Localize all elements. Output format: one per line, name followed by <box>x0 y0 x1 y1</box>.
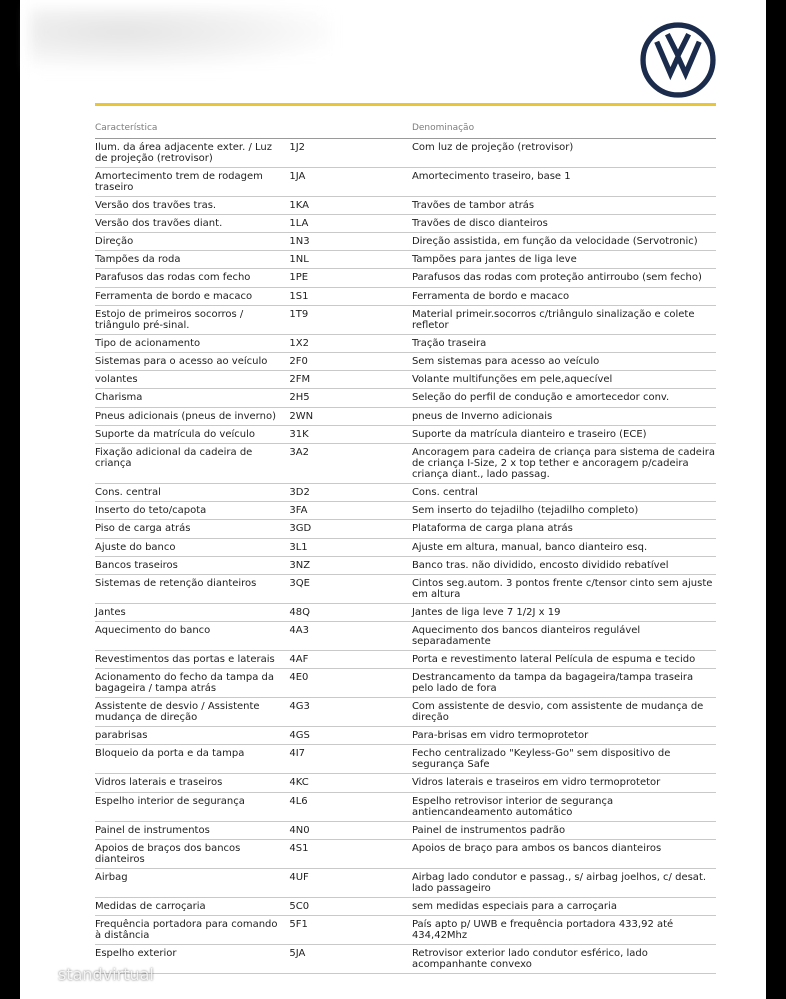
code-cell: 2FM <box>289 371 412 389</box>
spec-sheet-page <box>20 0 766 999</box>
header-rule <box>95 103 716 106</box>
code-cell: 1X2 <box>289 334 412 352</box>
characteristic-cell: Amortecimento trem de rodagem traseiro <box>95 167 289 196</box>
characteristic-cell: Revestimentos das portas e laterais <box>95 651 289 669</box>
characteristic-cell: Aquecimento do banco <box>95 622 289 651</box>
characteristic-cell: Espelho exterior <box>95 945 289 974</box>
table-row <box>95 353 716 371</box>
watermark <box>20 956 180 992</box>
denomination-cell: Tampões para jantes de liga leve <box>412 251 716 269</box>
table-row <box>95 821 716 839</box>
denomination-cell: Destrancamento da tampa da bagageira/tampa traseira pelo lado de fora <box>412 669 716 698</box>
code-cell: 3L1 <box>289 538 412 556</box>
characteristic-cell: Direção <box>95 233 289 251</box>
code-cell: 4L6 <box>289 792 412 821</box>
denomination-cell: Fecho centralizado "Keyless-Go" sem dispositivo de segurança Safe <box>412 745 716 774</box>
table-row <box>95 727 716 745</box>
table-row <box>95 287 716 305</box>
code-cell: 4G3 <box>289 698 412 727</box>
denomination-cell: Travões de disco dianteiros <box>412 214 716 232</box>
table-row <box>95 334 716 352</box>
code-cell: 2H5 <box>289 389 412 407</box>
denomination-cell: Volante multifunções em pele,aquecível <box>412 371 716 389</box>
characteristic-cell: Assistente de desvio / Assistente mudança de direção <box>95 698 289 727</box>
code-cell: 2F0 <box>289 353 412 371</box>
code-cell: 5C0 <box>289 897 412 915</box>
characteristic-cell: Bloqueio da porta e da tampa <box>95 745 289 774</box>
characteristic-cell: Suporte da matrícula do veículo <box>95 425 289 443</box>
code-cell: 4GS <box>289 727 412 745</box>
denomination-cell: Parafusos das rodas com proteção antirroubo (sem fecho) <box>412 269 716 287</box>
denomination-cell: Tração traseira <box>412 334 716 352</box>
characteristic-cell: Ferramenta de bordo e macaco <box>95 287 289 305</box>
table-row <box>95 520 716 538</box>
characteristic-cell: Jantes <box>95 603 289 621</box>
characteristic-cell: Pneus adicionais (pneus de inverno) <box>95 407 289 425</box>
code-cell: 4N0 <box>289 821 412 839</box>
table-row <box>95 233 716 251</box>
denomination-cell: Vidros laterais e traseiros em vidro termoprotetor <box>412 774 716 792</box>
code-cell: 4UF <box>289 868 412 897</box>
column-header-denomination: Denominação <box>412 120 716 138</box>
table-body <box>95 138 716 973</box>
denomination-cell: Cintos seg.autom. 3 pontos frente c/tensor cinto sem ajuste em altura <box>412 574 716 603</box>
denomination-cell: Painel de instrumentos padrão <box>412 821 716 839</box>
characteristic-cell: Inserto do teto/capota <box>95 502 289 520</box>
characteristic-cell: Espelho interior de segurança <box>95 792 289 821</box>
denomination-cell: pneus de Inverno adicionais <box>412 407 716 425</box>
characteristic-cell: Fixação adicional da cadeira de criança <box>95 443 289 483</box>
table-row <box>95 196 716 214</box>
denomination-cell: Sem inserto do tejadilho (tejadilho completo) <box>412 502 716 520</box>
characteristic-cell: Airbag <box>95 868 289 897</box>
characteristic-cell: Apoios de braços dos bancos dianteiros <box>95 839 289 868</box>
characteristic-cell: volantes <box>95 371 289 389</box>
denomination-cell: Espelho retrovisor interior de segurança antiencandeamento automático <box>412 792 716 821</box>
denomination-cell: Ferramenta de bordo e macaco <box>412 287 716 305</box>
denomination-cell: Ajuste em altura, manual, banco dianteiro esq. <box>412 538 716 556</box>
characteristic-cell: Charisma <box>95 389 289 407</box>
denomination-cell: Amortecimento traseiro, base 1 <box>412 167 716 196</box>
table-row <box>95 745 716 774</box>
column-header-characteristic: Característica <box>95 120 289 138</box>
table-row <box>95 945 716 974</box>
denomination-cell: Retrovisor exterior lado condutor esférico, lado acompanhante convexo <box>412 945 716 974</box>
code-cell: 4AF <box>289 651 412 669</box>
code-cell: 3QE <box>289 574 412 603</box>
table-row <box>95 839 716 868</box>
denomination-cell: Com assistente de desvio, com assistente de mudança de direção <box>412 698 716 727</box>
denomination-cell: Travões de tambor atrás <box>412 196 716 214</box>
characteristic-cell: Tipo de acionamento <box>95 334 289 352</box>
denomination-cell: Apoios de braço para ambos os bancos dianteiros <box>412 839 716 868</box>
denomination-cell: Cons. central <box>412 483 716 501</box>
denomination-cell: Seleção do perfil de condução e amortecedor conv. <box>412 389 716 407</box>
table-row <box>95 603 716 621</box>
code-cell: 1JA <box>289 167 412 196</box>
table-row <box>95 389 716 407</box>
table-row <box>95 897 716 915</box>
table-row <box>95 167 716 196</box>
table-row <box>95 214 716 232</box>
denomination-cell: Material primeir.socorros c/triângulo sinalização e colete refletor <box>412 305 716 334</box>
code-cell: 4A3 <box>289 622 412 651</box>
denomination-cell: Porta e revestimento lateral Película de espuma e tecido <box>412 651 716 669</box>
equipment-table <box>95 120 716 974</box>
denomination-cell: Ancoragem para cadeira de criança para sistema de cadeira de criança I-Size, 2 x top tether e ancoragem p/cadeira criança diant., lado passag. <box>412 443 716 483</box>
table-row <box>95 792 716 821</box>
table-row <box>95 868 716 897</box>
vw-logo-icon <box>640 22 716 98</box>
table-row <box>95 574 716 603</box>
characteristic-cell: Sistemas para o acesso ao veículo <box>95 353 289 371</box>
denomination-cell: Sem sistemas para acesso ao veículo <box>412 353 716 371</box>
table-row <box>95 916 716 945</box>
denomination-cell: Direção assistida, em função da velocidade (Servotronic) <box>412 233 716 251</box>
code-cell: 5JA <box>289 945 412 974</box>
code-cell: 4I7 <box>289 745 412 774</box>
table-row <box>95 698 716 727</box>
code-cell: 3A2 <box>289 443 412 483</box>
code-cell: 1LA <box>289 214 412 232</box>
characteristic-cell: Versão dos travões tras. <box>95 196 289 214</box>
characteristic-cell: Parafusos das rodas com fecho <box>95 269 289 287</box>
denomination-cell: País apto p/ UWB e frequência portadora 433,92 até 434,42Mhz <box>412 916 716 945</box>
code-cell: 1NL <box>289 251 412 269</box>
code-cell: 3D2 <box>289 483 412 501</box>
table-row <box>95 651 716 669</box>
code-cell: 48Q <box>289 603 412 621</box>
characteristic-cell: Sistemas de retenção dianteiros <box>95 574 289 603</box>
code-cell: 2WN <box>289 407 412 425</box>
characteristic-cell: Acionamento do fecho da tampa da bagageira / tampa atrás <box>95 669 289 698</box>
characteristic-cell: Estojo de primeiros socorros / triângulo pré-sinal. <box>95 305 289 334</box>
table-row <box>95 556 716 574</box>
code-cell: 1S1 <box>289 287 412 305</box>
code-cell: 1KA <box>289 196 412 214</box>
column-header-code <box>289 120 412 138</box>
table-row <box>95 251 716 269</box>
denomination-cell: Jantes de liga leve 7 1/2J x 19 <box>412 603 716 621</box>
table-row <box>95 443 716 483</box>
denomination-cell: Para-brisas em vidro termoprotetor <box>412 727 716 745</box>
denomination-cell: Banco tras. não dividido, encosto dividido rebatível <box>412 556 716 574</box>
characteristic-cell: Ilum. da área adjacente exter. / Luz de projeção (retrovisor) <box>95 138 289 167</box>
code-cell: 3FA <box>289 502 412 520</box>
characteristic-cell: Tampões da roda <box>95 251 289 269</box>
table-header-row <box>95 120 716 138</box>
table-row <box>95 538 716 556</box>
code-cell: 3NZ <box>289 556 412 574</box>
watermark-logo-icon <box>28 962 52 986</box>
table-row <box>95 483 716 501</box>
denomination-cell: Suporte da matrícula dianteiro e traseiro (ECE) <box>412 425 716 443</box>
characteristic-cell: Cons. central <box>95 483 289 501</box>
denomination-cell: Airbag lado condutor e passag., s/ airbag joelhos, c/ desat. lado passageiro <box>412 868 716 897</box>
table-row <box>95 669 716 698</box>
code-cell: 31K <box>289 425 412 443</box>
characteristic-cell: Bancos traseiros <box>95 556 289 574</box>
code-cell: 4E0 <box>289 669 412 698</box>
code-cell: 4KC <box>289 774 412 792</box>
table-row <box>95 305 716 334</box>
code-cell: 3GD <box>289 520 412 538</box>
denomination-cell: Aquecimento dos bancos dianteiros regulável separadamente <box>412 622 716 651</box>
table-row <box>95 407 716 425</box>
code-cell: 1T9 <box>289 305 412 334</box>
table-row <box>95 774 716 792</box>
denomination-cell: Plataforma de carga plana atrás <box>412 520 716 538</box>
characteristic-cell: Vidros laterais e traseiros <box>95 774 289 792</box>
characteristic-cell: parabrisas <box>95 727 289 745</box>
characteristic-cell: Versão dos travões diant. <box>95 214 289 232</box>
denomination-cell: Com luz de projeção (retrovisor) <box>412 138 716 167</box>
table-row <box>95 425 716 443</box>
table-row <box>95 138 716 167</box>
code-cell: 1PE <box>289 269 412 287</box>
blurred-header-area <box>30 8 330 68</box>
watermark-text: standvirtual <box>58 964 154 984</box>
table-row <box>95 502 716 520</box>
characteristic-cell: Painel de instrumentos <box>95 821 289 839</box>
characteristic-cell: Medidas de carroçaria <box>95 897 289 915</box>
code-cell: 1J2 <box>289 138 412 167</box>
code-cell: 5F1 <box>289 916 412 945</box>
table-row <box>95 622 716 651</box>
characteristic-cell: Frequência portadora para comando à distância <box>95 916 289 945</box>
characteristic-cell: Ajuste do banco <box>95 538 289 556</box>
table-row <box>95 371 716 389</box>
table-row <box>95 269 716 287</box>
code-cell: 1N3 <box>289 233 412 251</box>
denomination-cell: sem medidas especiais para a carroçaria <box>412 897 716 915</box>
code-cell: 4S1 <box>289 839 412 868</box>
characteristic-cell: Piso de carga atrás <box>95 520 289 538</box>
